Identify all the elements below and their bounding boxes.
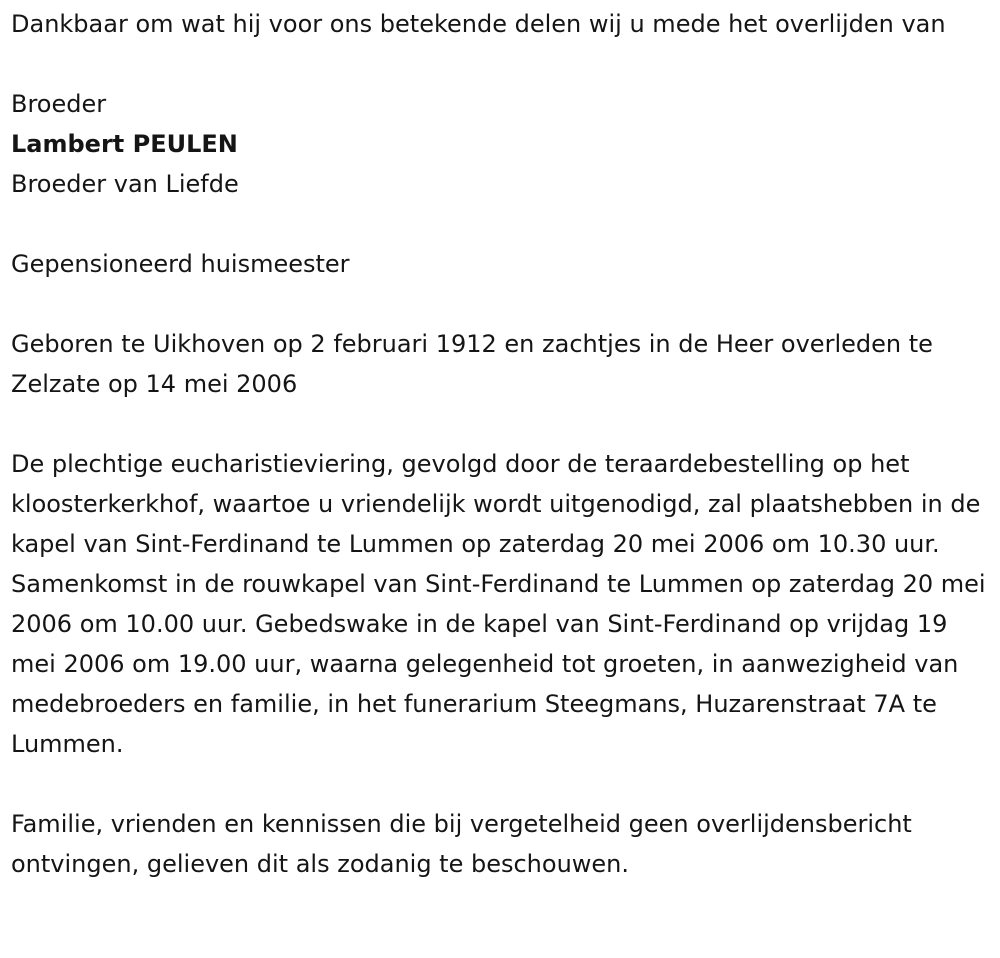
birth-death-paragraph: Geboren te Uikhoven op 2 februari 1912 en zachtjes in de Heer overleden te Zelzate op 14 mei 2006 [11,330,933,398]
spacer [11,44,993,84]
religious-order: Broeder van Liefde [11,170,239,198]
obituary-notice [11,4,993,884]
deceased-title: Broeder [11,90,107,118]
intro-paragraph: Dankbaar om wat hij voor ons betekende delen wij u mede het overlijden van [11,10,946,38]
spacer [11,284,993,324]
deceased-name: Lambert PEULEN [11,130,238,158]
occupation: Gepensioneerd huismeester [11,250,350,278]
spacer [11,204,993,244]
spacer [11,404,993,444]
closing-paragraph: Familie, vrienden en kennissen die bij vergetelheid geen overlijdensbericht ontvingen, gelieven dit als zodanig te beschouwen. [11,810,912,878]
ceremony-paragraph: De plechtige eucharistieviering, gevolgd door de teraardebestelling op het kloosterkerkhof, waartoe u vriendelijk wordt uitgenodigd, zal plaatshebben in de kapel van Sint-Ferdinand te Lummen op zaterdag 20 mei 2006 om 10.30 uur. Samenkomst in de rouwkapel van Sint-Ferdinand te Lummen op zaterdag 20 mei 2006 om 10.00 uur. Gebedswake in de kapel van Sint-Ferdinand op vrijdag 19 mei 2006 om 19.00 uur, waarna gelegenheid tot groeten, in aanwezigheid van medebroeders en familie, in het funerarium Steegmans, Huzarenstraat 7A te Lummen. [11,450,986,758]
spacer [11,764,993,804]
